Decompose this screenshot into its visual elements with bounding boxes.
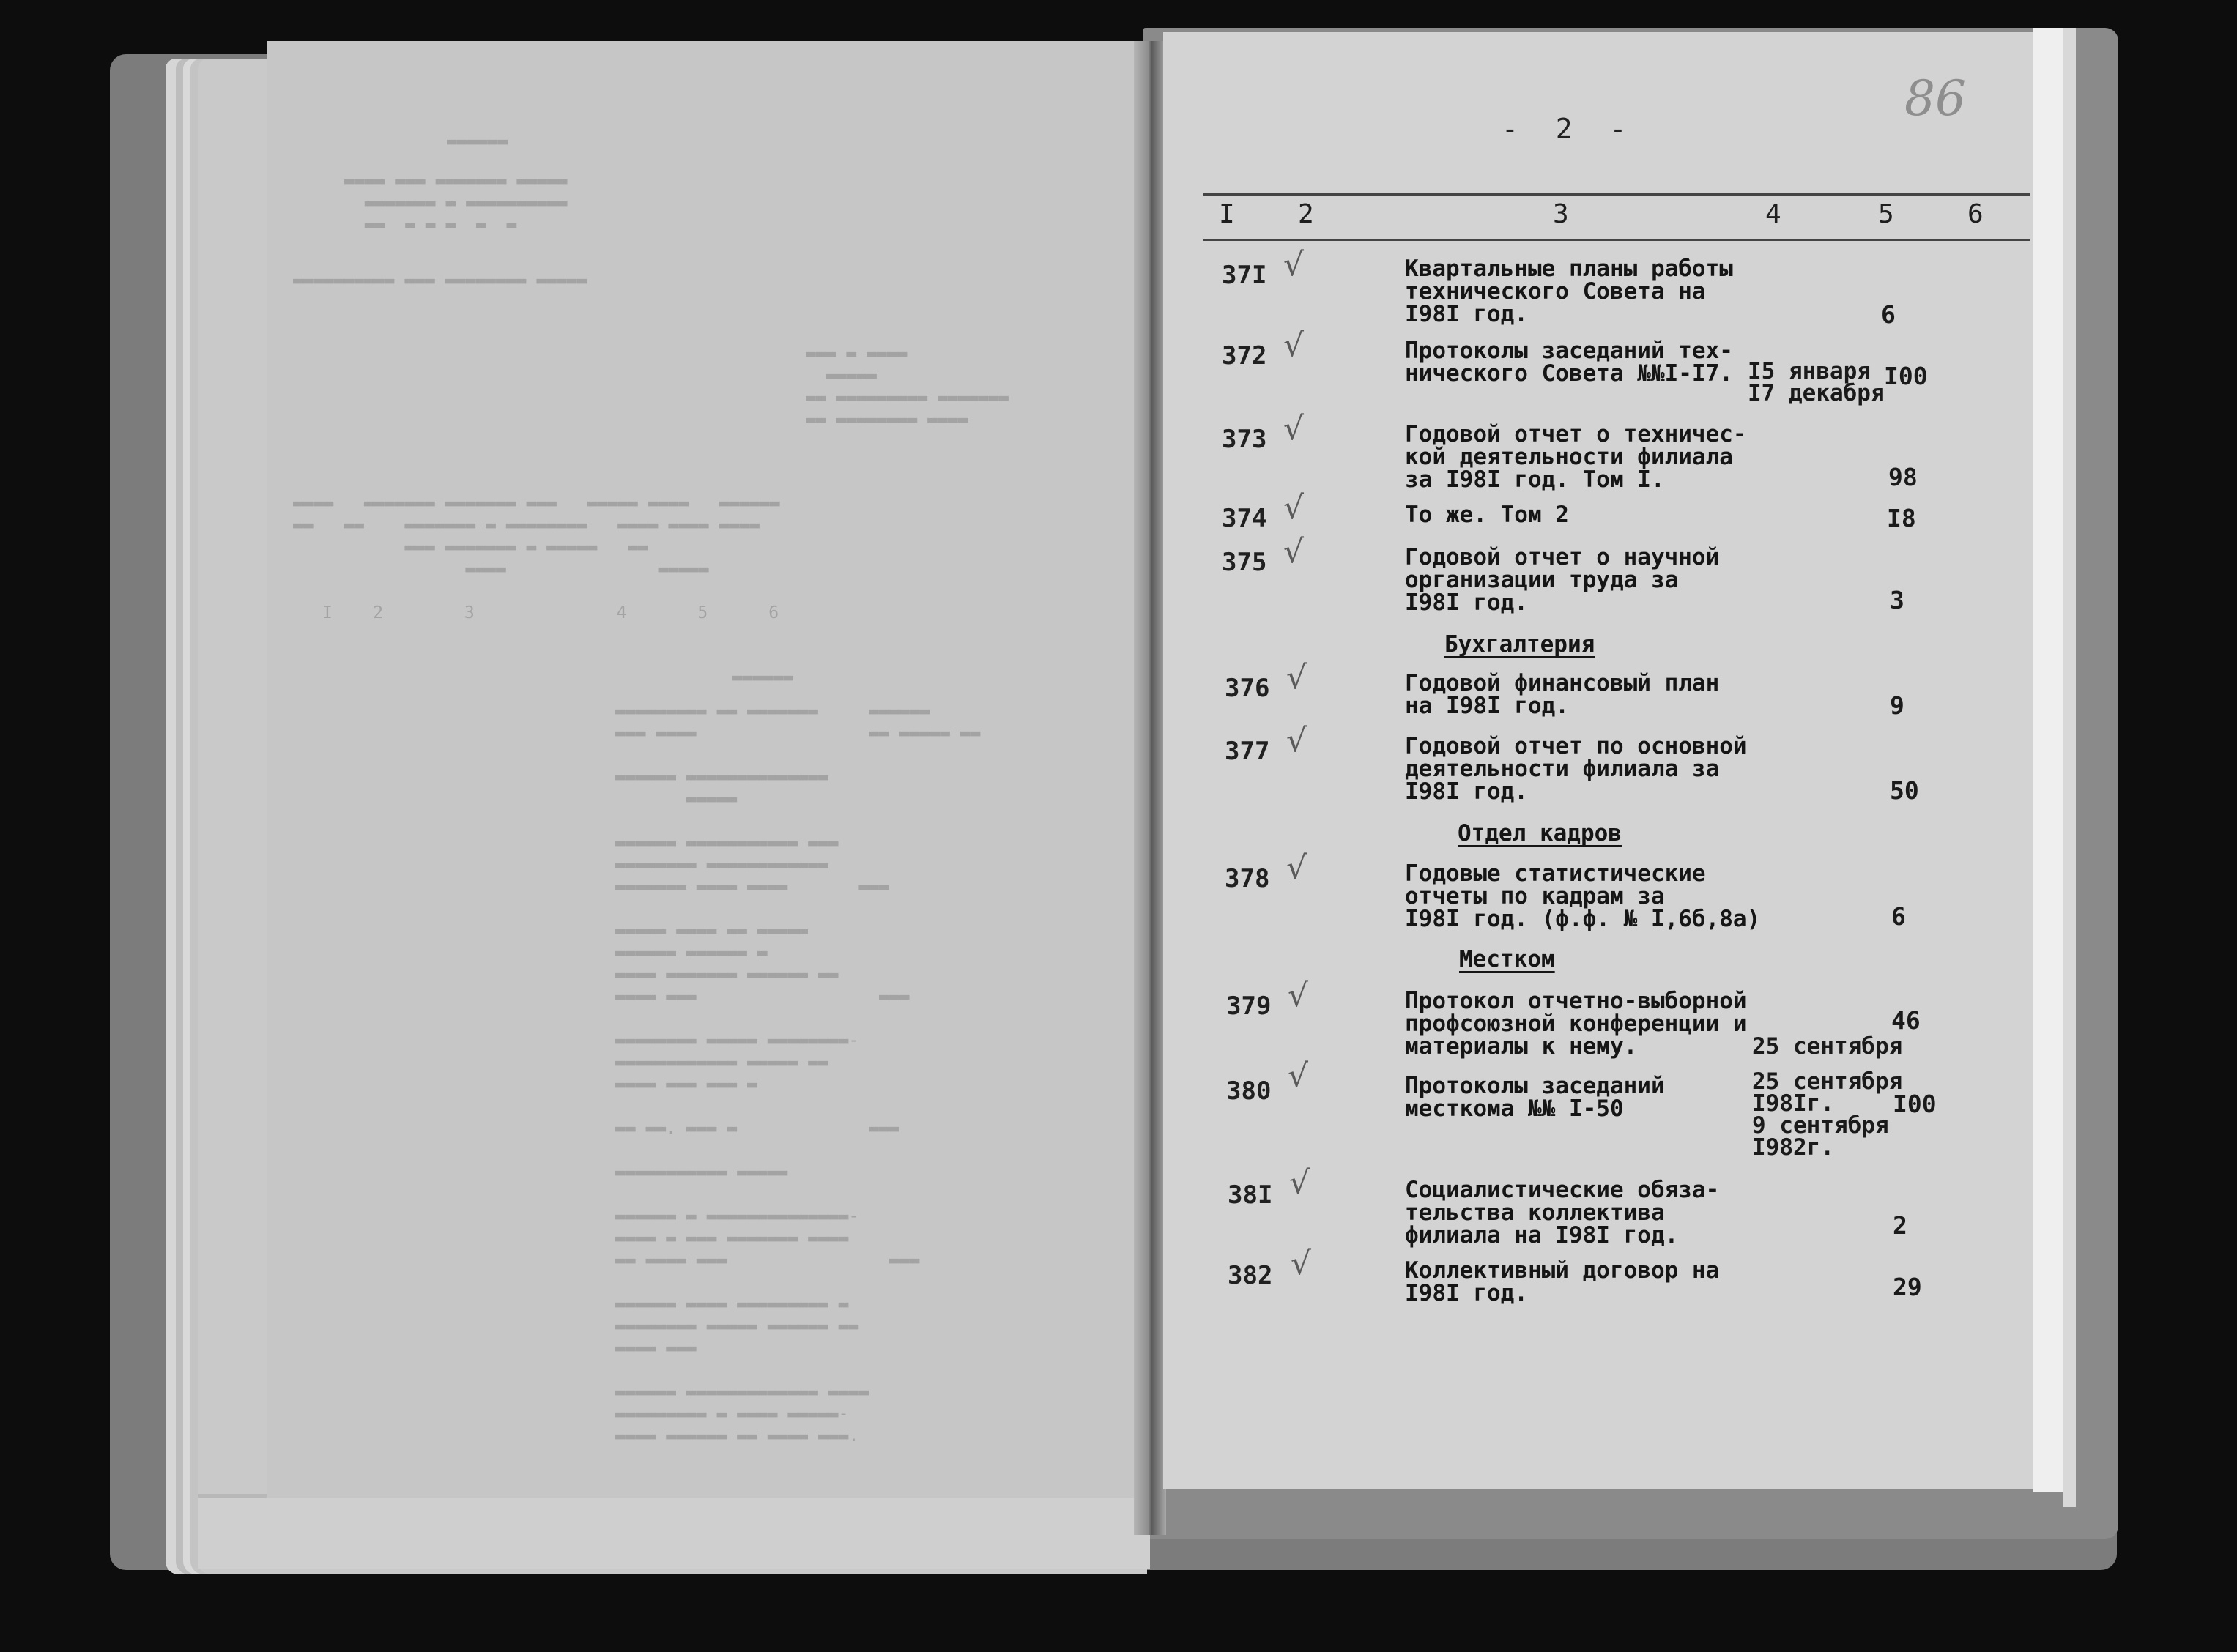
row-number: 373 — [1222, 425, 1267, 454]
column-header-5: 5 — [1878, 199, 1894, 229]
check-mark-icon: √ — [1283, 246, 1305, 283]
row-dates: 25 сентября — [1752, 1033, 1903, 1060]
row-dates: 25 сентября I98Iг. 9 сентября I982г. — [1752, 1068, 1903, 1161]
row-sheets: 98 — [1888, 463, 1918, 491]
row-sheets: 3 — [1890, 586, 1904, 614]
row-title: Протоколы заседаний месткома №№ I-50 — [1405, 1073, 1665, 1122]
row-sheets: 50 — [1890, 776, 1919, 805]
page-number: - 2 - — [1502, 113, 1637, 145]
check-mark-icon: √ — [1283, 489, 1305, 527]
row-sheets: I8 — [1887, 504, 1916, 532]
section-heading: Местком — [1459, 946, 1555, 972]
book-spine — [1134, 41, 1166, 1535]
check-mark-icon: √ — [1283, 327, 1305, 364]
row-number: 375 — [1222, 548, 1267, 577]
bleed-through-block: ▬▬▬▬▬▬ — [732, 668, 794, 687]
row-sheets: I00 — [1893, 1090, 1937, 1118]
row-title: Годовой финансовый план на I98I год. — [1405, 670, 1720, 719]
row-number: 372 — [1222, 341, 1267, 371]
bleed-through-block: ▬▬▬▬▬▬▬▬▬▬ ▬▬▬ ▬▬▬▬▬▬▬▬ ▬▬▬▬▬ — [293, 271, 587, 290]
bleed-through-block: ▬▬▬ ▬ ▬▬▬▬ ▬▬▬▬▬ ▬▬ ▬▬▬▬▬▬▬▬▬ ▬▬▬▬▬▬▬ ▬▬ ▬▬▬▬▬▬▬▬ ▬▬▬▬ — [806, 344, 1009, 429]
row-title: Годовой отчет по основной деятельности филиала за I98I год. — [1405, 733, 1747, 805]
row-title: Годовые статистические отчеты по кадрам за I98I год. (ф.ф. № I,6б,8а) — [1405, 860, 1761, 932]
bleed-through-block: ▬▬▬▬ ▬▬▬▬▬▬▬ ▬▬▬▬▬▬▬ ▬▬▬ ▬▬▬▬▬ ▬▬▬▬ ▬▬▬▬▬▬ ▬▬ ▬▬ ▬▬▬▬▬▬▬ ▬ ▬▬▬▬▬▬▬▬ ▬▬▬▬ ▬▬▬▬ ▬▬▬▬ ▬▬▬ ▬▬▬▬▬▬▬ ▬ ▬▬▬▬▬ ▬▬ ▬▬▬▬ ▬▬▬▬▬ — [293, 494, 780, 578]
check-mark-icon: √ — [1286, 722, 1307, 759]
row-number: 382 — [1228, 1261, 1273, 1290]
row-sheets: 46 — [1891, 1006, 1921, 1035]
row-number: 37I — [1222, 261, 1267, 290]
row-sheets: 29 — [1893, 1273, 1922, 1301]
row-number: 38I — [1228, 1180, 1273, 1210]
row-number: 377 — [1225, 737, 1270, 766]
row-title: Протоколы заседаний тех- нического Совета №№I-I7. — [1405, 338, 1733, 387]
row-number: 380 — [1226, 1076, 1272, 1106]
section-heading: Отдел кадров — [1458, 820, 1622, 847]
page-stack-bottom — [198, 1494, 1150, 1569]
page-edge — [2033, 28, 2063, 1492]
row-sheets: 6 — [1881, 300, 1896, 329]
bleed-through-block: ▬▬▬▬▬▬ — [447, 132, 508, 151]
section-heading: Бухгалтерия — [1444, 631, 1595, 658]
bleed-through-block: ▬▬▬▬ ▬▬▬ ▬▬▬▬▬▬▬ ▬▬▬▬▬ ▬▬▬▬▬▬▬ ▬ ▬▬▬▬▬▬▬▬▬▬ ▬▬ ▬ ▬ ▬ ▬ ▬ — [344, 171, 568, 234]
row-title: Годовой отчет о научной организации труда за I98I год. — [1405, 544, 1720, 616]
check-mark-icon: √ — [1283, 410, 1305, 447]
row-number: 376 — [1225, 674, 1270, 703]
check-mark-icon: √ — [1283, 533, 1305, 570]
check-mark-icon: √ — [1288, 977, 1309, 1014]
check-mark-icon: √ — [1288, 1057, 1309, 1095]
row-sheets: 9 — [1890, 691, 1904, 720]
column-header-4: 4 — [1765, 199, 1781, 229]
row-number: 378 — [1225, 864, 1270, 893]
folio-number: 86 — [1904, 70, 1966, 127]
row-title: Протокол отчетно-выборной профсоюзной конференции и материалы к нему. — [1405, 988, 1747, 1060]
column-header-2: 2 — [1298, 199, 1314, 229]
table-rule-header — [1203, 239, 2030, 241]
row-number: 379 — [1226, 991, 1272, 1021]
row-title: Квартальные планы работы технического Совета на I98I год. — [1405, 256, 1733, 327]
table-rule-top — [1203, 193, 2030, 196]
column-header-6: 6 — [1967, 199, 1984, 229]
page-edge — [2063, 28, 2076, 1507]
row-title: Коллективный договор на I98I год. — [1405, 1257, 1720, 1306]
row-sheets: I00 — [1884, 362, 1928, 390]
row-number: 374 — [1222, 504, 1267, 533]
row-sheets: 2 — [1893, 1211, 1907, 1240]
column-header-1: I — [1219, 199, 1235, 229]
check-mark-icon: √ — [1286, 659, 1307, 696]
check-mark-icon: √ — [1289, 1164, 1310, 1202]
column-header-3: 3 — [1553, 199, 1569, 229]
row-sheets: 6 — [1891, 902, 1906, 931]
bleed-through-block: I 2 3 4 5 6 — [322, 603, 779, 622]
row-title: То же. Том 2 — [1405, 502, 1569, 528]
bleed-through-block: ▬▬▬▬▬▬▬▬▬ ▬▬ ▬▬▬▬▬▬▬ ▬▬▬▬▬▬ ▬▬▬ ▬▬▬▬ ▬▬ ▬▬▬▬▬ ▬▬ ▬▬▬▬▬▬ ▬▬▬▬▬▬▬▬▬▬▬▬▬▬ ▬▬▬▬▬ ▬▬▬▬▬▬ ▬▬▬▬▬▬▬▬▬▬▬ ▬▬▬ ▬▬▬▬▬▬▬▬ ▬▬▬▬▬▬▬▬▬▬▬▬ ▬▬▬▬▬▬▬ ▬▬▬▬ ▬▬▬▬ ▬▬▬ ▬▬▬▬▬ ▬▬▬▬ ▬▬ ▬▬▬▬▬ ▬▬▬▬▬▬ ▬▬▬▬▬▬ ▬ ▬▬▬▬ ▬▬▬▬▬▬▬ ▬▬▬▬▬▬ ▬▬ ▬▬▬▬ ▬▬▬ ▬▬▬ ▬▬▬▬▬▬▬▬ ▬▬▬▬▬ ▬▬▬▬▬▬▬▬- ▬▬▬▬▬▬▬▬▬▬▬▬ ▬▬▬▬▬ ▬▬ ▬▬▬▬ ▬▬▬ ▬▬▬ ▬ ▬▬ ▬▬. ▬▬▬ ▬ ▬▬▬ ▬▬▬▬▬▬▬▬▬▬▬ ▬▬▬▬▬ ▬▬▬▬▬▬ ▬ ▬▬▬▬▬▬▬▬▬▬▬▬▬▬- ▬▬▬▬ ▬ ▬▬▬ ▬▬▬▬▬▬▬ ▬▬▬▬ ▬▬ ▬▬▬▬ ▬▬▬ ▬▬▬ ▬▬▬▬▬▬ ▬▬▬▬ ▬▬▬▬▬▬▬▬▬ ▬ ▬▬▬▬▬▬▬▬ ▬▬▬▬▬ ▬▬▬▬▬▬ ▬▬ ▬▬▬▬ ▬▬▬ ▬▬▬▬▬▬ ▬▬▬▬▬▬▬▬▬▬▬▬▬ ▬▬▬▬ ▬▬▬▬▬▬▬▬▬ ▬ ▬▬▬▬ ▬▬▬▬▬- ▬▬▬▬ ▬▬▬▬▬▬ ▬▬ ▬▬▬▬ ▬▬▬. — [615, 702, 981, 1446]
row-title: Социалистические обяза- тельства коллектива филиала на I98I год. — [1405, 1177, 1720, 1249]
row-dates: I5 января I7 декабря — [1748, 358, 1885, 406]
check-mark-icon: √ — [1286, 849, 1307, 887]
row-title: Годовой отчет о техничес- кой деятельности филиала за I98I год. Том I. — [1405, 421, 1747, 493]
check-mark-icon: √ — [1291, 1245, 1312, 1282]
